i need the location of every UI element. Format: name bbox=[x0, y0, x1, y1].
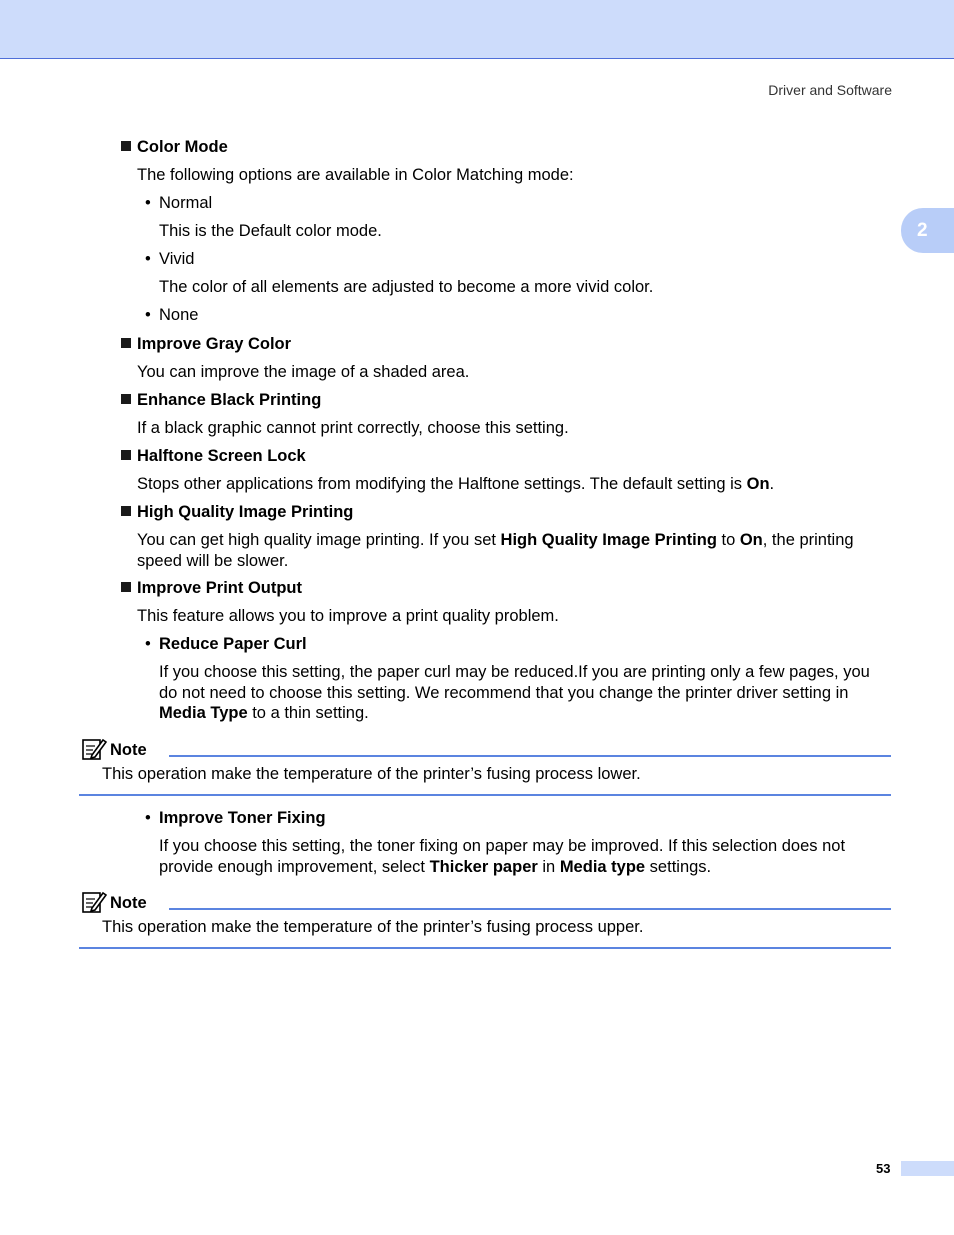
note-text: This operation make the temperature of the printer’s fusing process lower. bbox=[102, 765, 641, 783]
page-number: 53 bbox=[876, 1161, 891, 1176]
note-top-rule bbox=[169, 755, 891, 757]
option-description: If you choose this setting, the paper curl may be reduced.If you are printing only a few pages, you do not need to choose this setting. We recommend that you change the printer driver setting in Media Type to a thin setting. bbox=[159, 663, 870, 722]
note-bottom-rule bbox=[79, 794, 891, 796]
running-header: Driver and Software bbox=[768, 82, 892, 98]
note-label: Note bbox=[81, 890, 147, 914]
square-bullet-icon bbox=[121, 582, 131, 592]
note-label: Note bbox=[81, 737, 147, 761]
option-label: Reduce Paper Curl bbox=[159, 635, 307, 653]
bullet-icon: • bbox=[145, 809, 151, 827]
option-description: If you choose this setting, the toner fixing on paper may be improved. If this selection does not provide enough improvement, select Thicker paper in Media type settings. bbox=[159, 837, 846, 876]
section-body: This feature allows you to improve a print quality problem. bbox=[137, 607, 559, 625]
square-bullet-icon bbox=[121, 141, 131, 151]
section-body: Stops other applications from modifying the Halftone settings. The default setting is On. bbox=[137, 475, 775, 493]
section-heading-high-quality-image-printing: High Quality Image Printing bbox=[121, 502, 353, 523]
chapter-tab: 2 bbox=[901, 208, 954, 253]
section-heading-enhance-black-printing: Enhance Black Printing bbox=[121, 390, 321, 411]
section-body: The following options are available in Color Matching mode: bbox=[137, 166, 574, 184]
option-label: None bbox=[159, 306, 199, 324]
square-bullet-icon bbox=[121, 450, 131, 460]
note-pencil-icon bbox=[81, 737, 107, 761]
note-text: This operation make the temperature of the printer’s fusing process upper. bbox=[102, 918, 644, 936]
option-label: Normal bbox=[159, 194, 213, 212]
square-bullet-icon bbox=[121, 338, 131, 348]
note-top-rule bbox=[169, 908, 891, 910]
option-label: Improve Toner Fixing bbox=[159, 809, 326, 827]
square-bullet-icon bbox=[121, 394, 131, 404]
section-heading-improve-gray-color: Improve Gray Color bbox=[121, 334, 291, 355]
option-label: Vivid bbox=[159, 250, 195, 268]
header-band bbox=[0, 0, 954, 59]
page-number-bar bbox=[901, 1161, 954, 1176]
section-heading-color-mode: Color Mode bbox=[121, 137, 228, 158]
option-description: This is the Default color mode. bbox=[159, 222, 382, 240]
note-pencil-icon bbox=[81, 890, 107, 914]
option-description: The color of all elements are adjusted to become a more vivid color. bbox=[159, 278, 654, 296]
section-heading-improve-print-output: Improve Print Output bbox=[121, 578, 302, 599]
section-body: You can get high quality image printing. If you set High Quality Image Printing to On, the printing speed will be slower. bbox=[137, 531, 854, 570]
section-heading-halftone-screen-lock: Halftone Screen Lock bbox=[121, 446, 306, 467]
bullet-icon: • bbox=[145, 635, 151, 653]
section-body: You can improve the image of a shaded area. bbox=[137, 363, 470, 381]
bullet-icon: • bbox=[145, 250, 151, 268]
bullet-icon: • bbox=[145, 306, 151, 324]
section-body: If a black graphic cannot print correctly, choose this setting. bbox=[137, 419, 569, 437]
note-bottom-rule bbox=[79, 947, 891, 949]
bullet-icon: • bbox=[145, 194, 151, 212]
square-bullet-icon bbox=[121, 506, 131, 516]
